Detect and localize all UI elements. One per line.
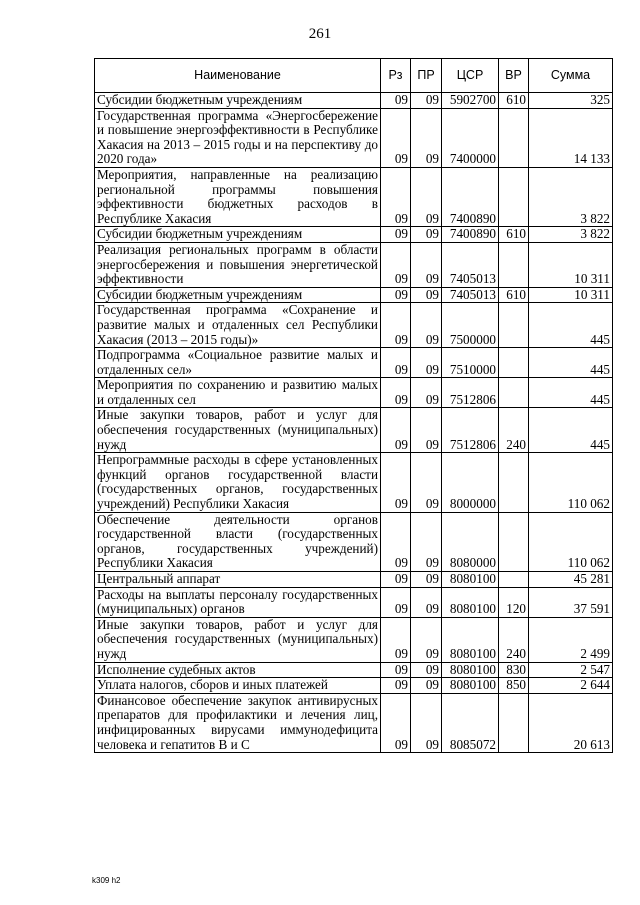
row-rz: 09 bbox=[381, 227, 411, 243]
row-csr: 8080100 bbox=[442, 678, 499, 694]
row-sum: 2 547 bbox=[529, 662, 613, 678]
table-row bbox=[95, 617, 613, 662]
row-sum: 3 822 bbox=[529, 227, 613, 243]
row-name: Мероприятия, направленные на реализацию региональной программы повышения эффективности бюджетных расходов в Республике Хакасия bbox=[95, 167, 381, 226]
row-csr: 7405013 bbox=[442, 287, 499, 303]
row-csr: 7400890 bbox=[442, 227, 499, 243]
table-row bbox=[95, 348, 613, 378]
row-pr: 09 bbox=[411, 678, 442, 694]
header-rz: Рз bbox=[381, 59, 411, 93]
row-pr: 09 bbox=[411, 453, 442, 512]
row-pr: 09 bbox=[411, 93, 442, 109]
table-header-row bbox=[95, 59, 613, 93]
header-vr: ВР bbox=[499, 59, 529, 93]
header-name: Наименование bbox=[95, 59, 381, 93]
row-rz: 09 bbox=[381, 242, 411, 287]
table-row bbox=[95, 108, 613, 167]
row-rz: 09 bbox=[381, 108, 411, 167]
row-vr: 610 bbox=[499, 227, 529, 243]
row-pr: 09 bbox=[411, 287, 442, 303]
row-name: Центральный аппарат bbox=[95, 572, 381, 588]
row-name: Государственная программа «Энергосбережение и повышение энергоэффективности в Республике Хакасия на 2013 – 2015 годы и на перспективу до 2020 года» bbox=[95, 108, 381, 167]
row-csr: 7510000 bbox=[442, 348, 499, 378]
row-csr: 8080100 bbox=[442, 587, 499, 617]
row-pr: 09 bbox=[411, 408, 442, 453]
row-name: Непрограммные расходы в сфере установленных функций органов государственной власти (государственных органов, государственных учреждений) Республики Хакасия bbox=[95, 453, 381, 512]
row-sum: 2 499 bbox=[529, 617, 613, 662]
footer-code: k309 h2 bbox=[92, 876, 121, 885]
row-rz: 09 bbox=[381, 693, 411, 752]
row-sum: 110 062 bbox=[529, 453, 613, 512]
row-vr bbox=[499, 303, 529, 348]
row-pr: 09 bbox=[411, 378, 442, 408]
row-csr: 8080100 bbox=[442, 617, 499, 662]
row-rz: 09 bbox=[381, 408, 411, 453]
row-rz: 09 bbox=[381, 303, 411, 348]
table-row bbox=[95, 167, 613, 226]
row-name: Подпрограмма «Социальное развитие малых и отдаленных сел» bbox=[95, 348, 381, 378]
row-csr: 7400000 bbox=[442, 108, 499, 167]
row-vr bbox=[499, 167, 529, 226]
row-name: Иные закупки товаров, работ и услуг для обеспечения государственных (муниципальных) нужд bbox=[95, 617, 381, 662]
row-csr: 7400890 bbox=[442, 167, 499, 226]
row-csr: 7512806 bbox=[442, 378, 499, 408]
table-row bbox=[95, 587, 613, 617]
row-name: Реализация региональных программ в области энергосбережения и повышения энергетической эффективности bbox=[95, 242, 381, 287]
table-row bbox=[95, 662, 613, 678]
row-sum: 10 311 bbox=[529, 242, 613, 287]
row-pr: 09 bbox=[411, 587, 442, 617]
row-vr bbox=[499, 348, 529, 378]
row-rz: 09 bbox=[381, 587, 411, 617]
row-vr: 240 bbox=[499, 617, 529, 662]
row-vr bbox=[499, 242, 529, 287]
row-sum: 20 613 bbox=[529, 693, 613, 752]
table-row bbox=[95, 678, 613, 694]
row-name: Государственная программа «Сохранение и развитие малых и отдаленных сел Республики Хакасия (2013 – 2015 годы)» bbox=[95, 303, 381, 348]
row-vr bbox=[499, 693, 529, 752]
row-pr: 09 bbox=[411, 512, 442, 571]
row-csr: 5902700 bbox=[442, 93, 499, 109]
row-rz: 09 bbox=[381, 453, 411, 512]
row-sum: 445 bbox=[529, 378, 613, 408]
row-csr: 8085072 bbox=[442, 693, 499, 752]
row-name: Расходы на выплаты персоналу государственных (муниципальных) органов bbox=[95, 587, 381, 617]
row-sum: 14 133 bbox=[529, 108, 613, 167]
row-pr: 09 bbox=[411, 572, 442, 588]
row-vr bbox=[499, 512, 529, 571]
row-vr bbox=[499, 108, 529, 167]
header-sum: Сумма bbox=[529, 59, 613, 93]
row-sum: 45 281 bbox=[529, 572, 613, 588]
row-vr bbox=[499, 453, 529, 512]
table-row bbox=[95, 227, 613, 243]
row-pr: 09 bbox=[411, 167, 442, 226]
row-rz: 09 bbox=[381, 678, 411, 694]
row-rz: 09 bbox=[381, 572, 411, 588]
table-row bbox=[95, 93, 613, 109]
row-rz: 09 bbox=[381, 662, 411, 678]
table-row bbox=[95, 303, 613, 348]
row-sum: 10 311 bbox=[529, 287, 613, 303]
row-sum: 110 062 bbox=[529, 512, 613, 571]
row-name: Обеспечение деятельности органов государственной власти (государственных органов, государственных учреждений) Республики Хакасия bbox=[95, 512, 381, 571]
row-rz: 09 bbox=[381, 512, 411, 571]
table-row bbox=[95, 378, 613, 408]
row-name: Иные закупки товаров, работ и услуг для обеспечения государственных (муниципальных) нужд bbox=[95, 408, 381, 453]
row-sum: 325 bbox=[529, 93, 613, 109]
row-vr: 120 bbox=[499, 587, 529, 617]
table-row bbox=[95, 453, 613, 512]
row-pr: 09 bbox=[411, 303, 442, 348]
budget-table bbox=[94, 58, 613, 753]
table-row bbox=[95, 408, 613, 453]
row-csr: 7500000 bbox=[442, 303, 499, 348]
header-csr: ЦСР bbox=[442, 59, 499, 93]
row-pr: 09 bbox=[411, 693, 442, 752]
row-pr: 09 bbox=[411, 348, 442, 378]
table-row bbox=[95, 242, 613, 287]
row-vr: 240 bbox=[499, 408, 529, 453]
row-sum: 37 591 bbox=[529, 587, 613, 617]
row-name: Исполнение судебных актов bbox=[95, 662, 381, 678]
table-row bbox=[95, 287, 613, 303]
row-name: Уплата налогов, сборов и иных платежей bbox=[95, 678, 381, 694]
row-name: Мероприятия по сохранению и развитию малых и отдаленных сел bbox=[95, 378, 381, 408]
row-csr: 8080000 bbox=[442, 512, 499, 571]
row-pr: 09 bbox=[411, 617, 442, 662]
row-rz: 09 bbox=[381, 93, 411, 109]
row-name: Субсидии бюджетным учреждениям bbox=[95, 287, 381, 303]
row-csr: 8080100 bbox=[442, 662, 499, 678]
row-csr: 7405013 bbox=[442, 242, 499, 287]
page-number: 261 bbox=[308, 26, 332, 42]
row-name: Субсидии бюджетным учреждениям bbox=[95, 227, 381, 243]
row-pr: 09 bbox=[411, 108, 442, 167]
row-rz: 09 bbox=[381, 617, 411, 662]
row-vr: 610 bbox=[499, 93, 529, 109]
row-vr: 610 bbox=[499, 287, 529, 303]
table-row bbox=[95, 693, 613, 752]
row-sum: 3 822 bbox=[529, 167, 613, 226]
row-sum: 445 bbox=[529, 303, 613, 348]
table-row bbox=[95, 512, 613, 571]
row-csr: 8080100 bbox=[442, 572, 499, 588]
row-csr: 8000000 bbox=[442, 453, 499, 512]
row-rz: 09 bbox=[381, 167, 411, 226]
table-row bbox=[95, 572, 613, 588]
row-name: Финансовое обеспечение закупок антивирусных препаратов для профилактики и лечения лиц, инфицированных вирусами иммунодефицита человека и гепатитов В и С bbox=[95, 693, 381, 752]
row-name: Субсидии бюджетным учреждениям bbox=[95, 93, 381, 109]
row-rz: 09 bbox=[381, 348, 411, 378]
row-csr: 7512806 bbox=[442, 408, 499, 453]
row-vr bbox=[499, 378, 529, 408]
row-vr: 850 bbox=[499, 678, 529, 694]
row-pr: 09 bbox=[411, 227, 442, 243]
row-pr: 09 bbox=[411, 242, 442, 287]
row-sum: 2 644 bbox=[529, 678, 613, 694]
row-sum: 445 bbox=[529, 348, 613, 378]
row-rz: 09 bbox=[381, 287, 411, 303]
row-vr bbox=[499, 572, 529, 588]
row-pr: 09 bbox=[411, 662, 442, 678]
row-sum: 445 bbox=[529, 408, 613, 453]
row-vr: 830 bbox=[499, 662, 529, 678]
header-pr: ПР bbox=[411, 59, 442, 93]
row-rz: 09 bbox=[381, 378, 411, 408]
